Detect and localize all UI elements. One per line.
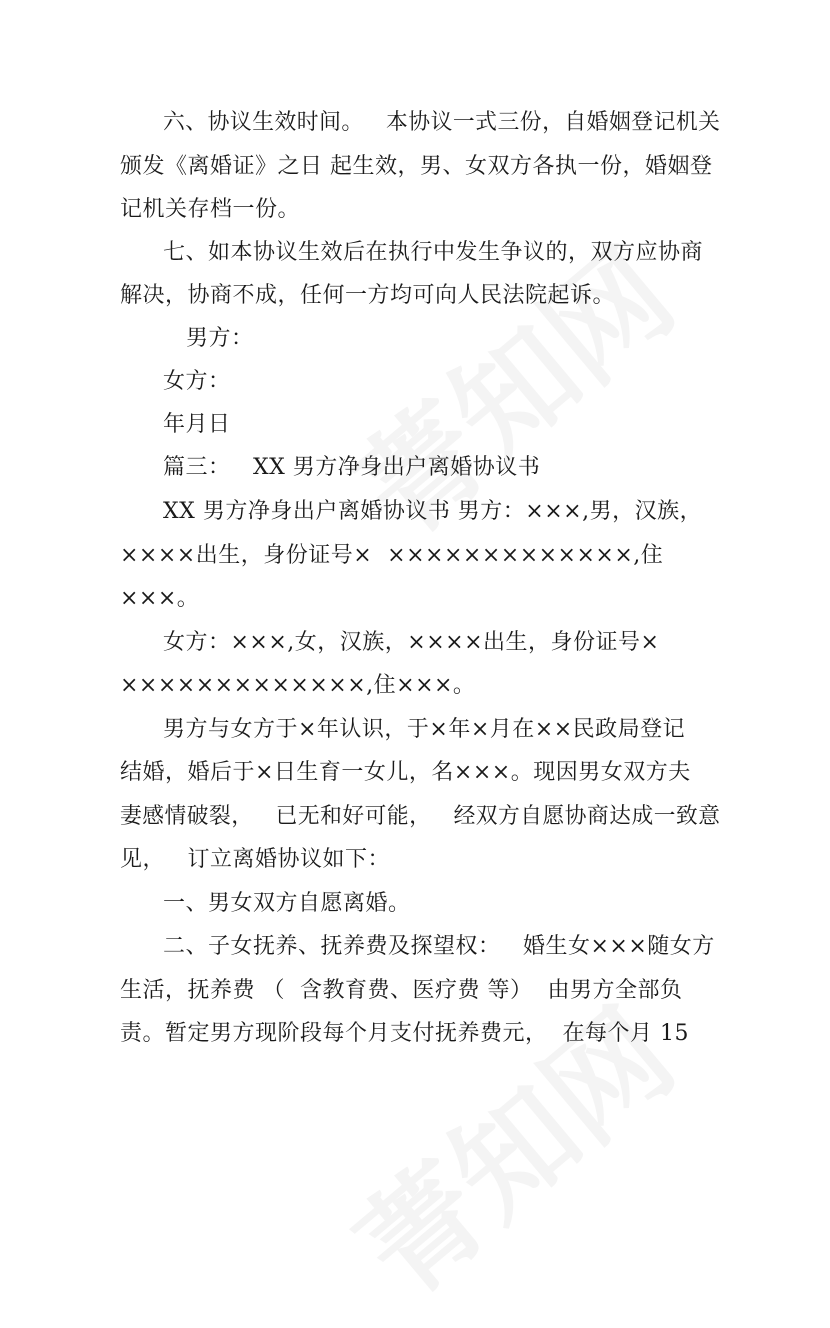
paragraph-line: XX 男方净身出户离婚协议书 男方：×××,男，汉族，	[163, 499, 703, 524]
paragraph-line: 见， 订立离婚协议如下：	[120, 847, 390, 872]
paragraph-line: 二、子女抚养、抚养费及探望权： 婚生女×××随女方	[163, 934, 715, 959]
paragraph-line: ×××××××××××××,住×××。	[120, 673, 476, 698]
paragraph-line: 女方：×××,女，汉族，××××出生，身份证号×	[163, 630, 660, 655]
paragraph-line: 记机关存档一份。	[120, 197, 301, 222]
paragraph-line: 结婚，婚后于×日生育一女儿，名×××。现因男女双方夫	[120, 760, 691, 785]
section-title: 篇三： XX 男方净身出户离婚协议书	[163, 455, 541, 480]
paragraph-line: ××××出生，身份证号× ×××××××××××××,住	[120, 543, 664, 568]
paragraph-line: 颁发《离婚证》之日 起生效，男、女双方各执一份，婚姻登	[120, 154, 713, 179]
date-label: 年月日	[163, 412, 231, 437]
paragraph-line: 妻感情破裂， 已无和好可能， 经双方自愿协商达成一致意	[120, 804, 721, 829]
paragraph-line: 生活，抚养费 （ 含教育费、医疗费 等） 由男方全部负	[120, 978, 683, 1003]
signature-label-male: 男方：	[186, 326, 254, 351]
paragraph-line: 解决，协商不成，任何一方均可向人民法院起诉。	[120, 283, 616, 308]
paragraph-line: 七、如本协议生效后在执行中发生争议的，双方应协商	[163, 240, 704, 265]
paragraph-line: 责。暂定男方现阶段每个月支付抚养费元， 在每个月 15	[120, 1021, 689, 1046]
paragraph-line: 男方与女方于×年认识，于×年×月在××民政局登记	[163, 717, 686, 742]
paragraph-line: 六、协议生效时间。 本协议一式三份，自婚姻登记机关	[163, 110, 721, 135]
paragraph-line: 一、男女双方自愿离婚。	[163, 891, 411, 916]
signature-label-female: 女方：	[163, 369, 231, 394]
paragraph-line: ×××。	[120, 586, 200, 611]
